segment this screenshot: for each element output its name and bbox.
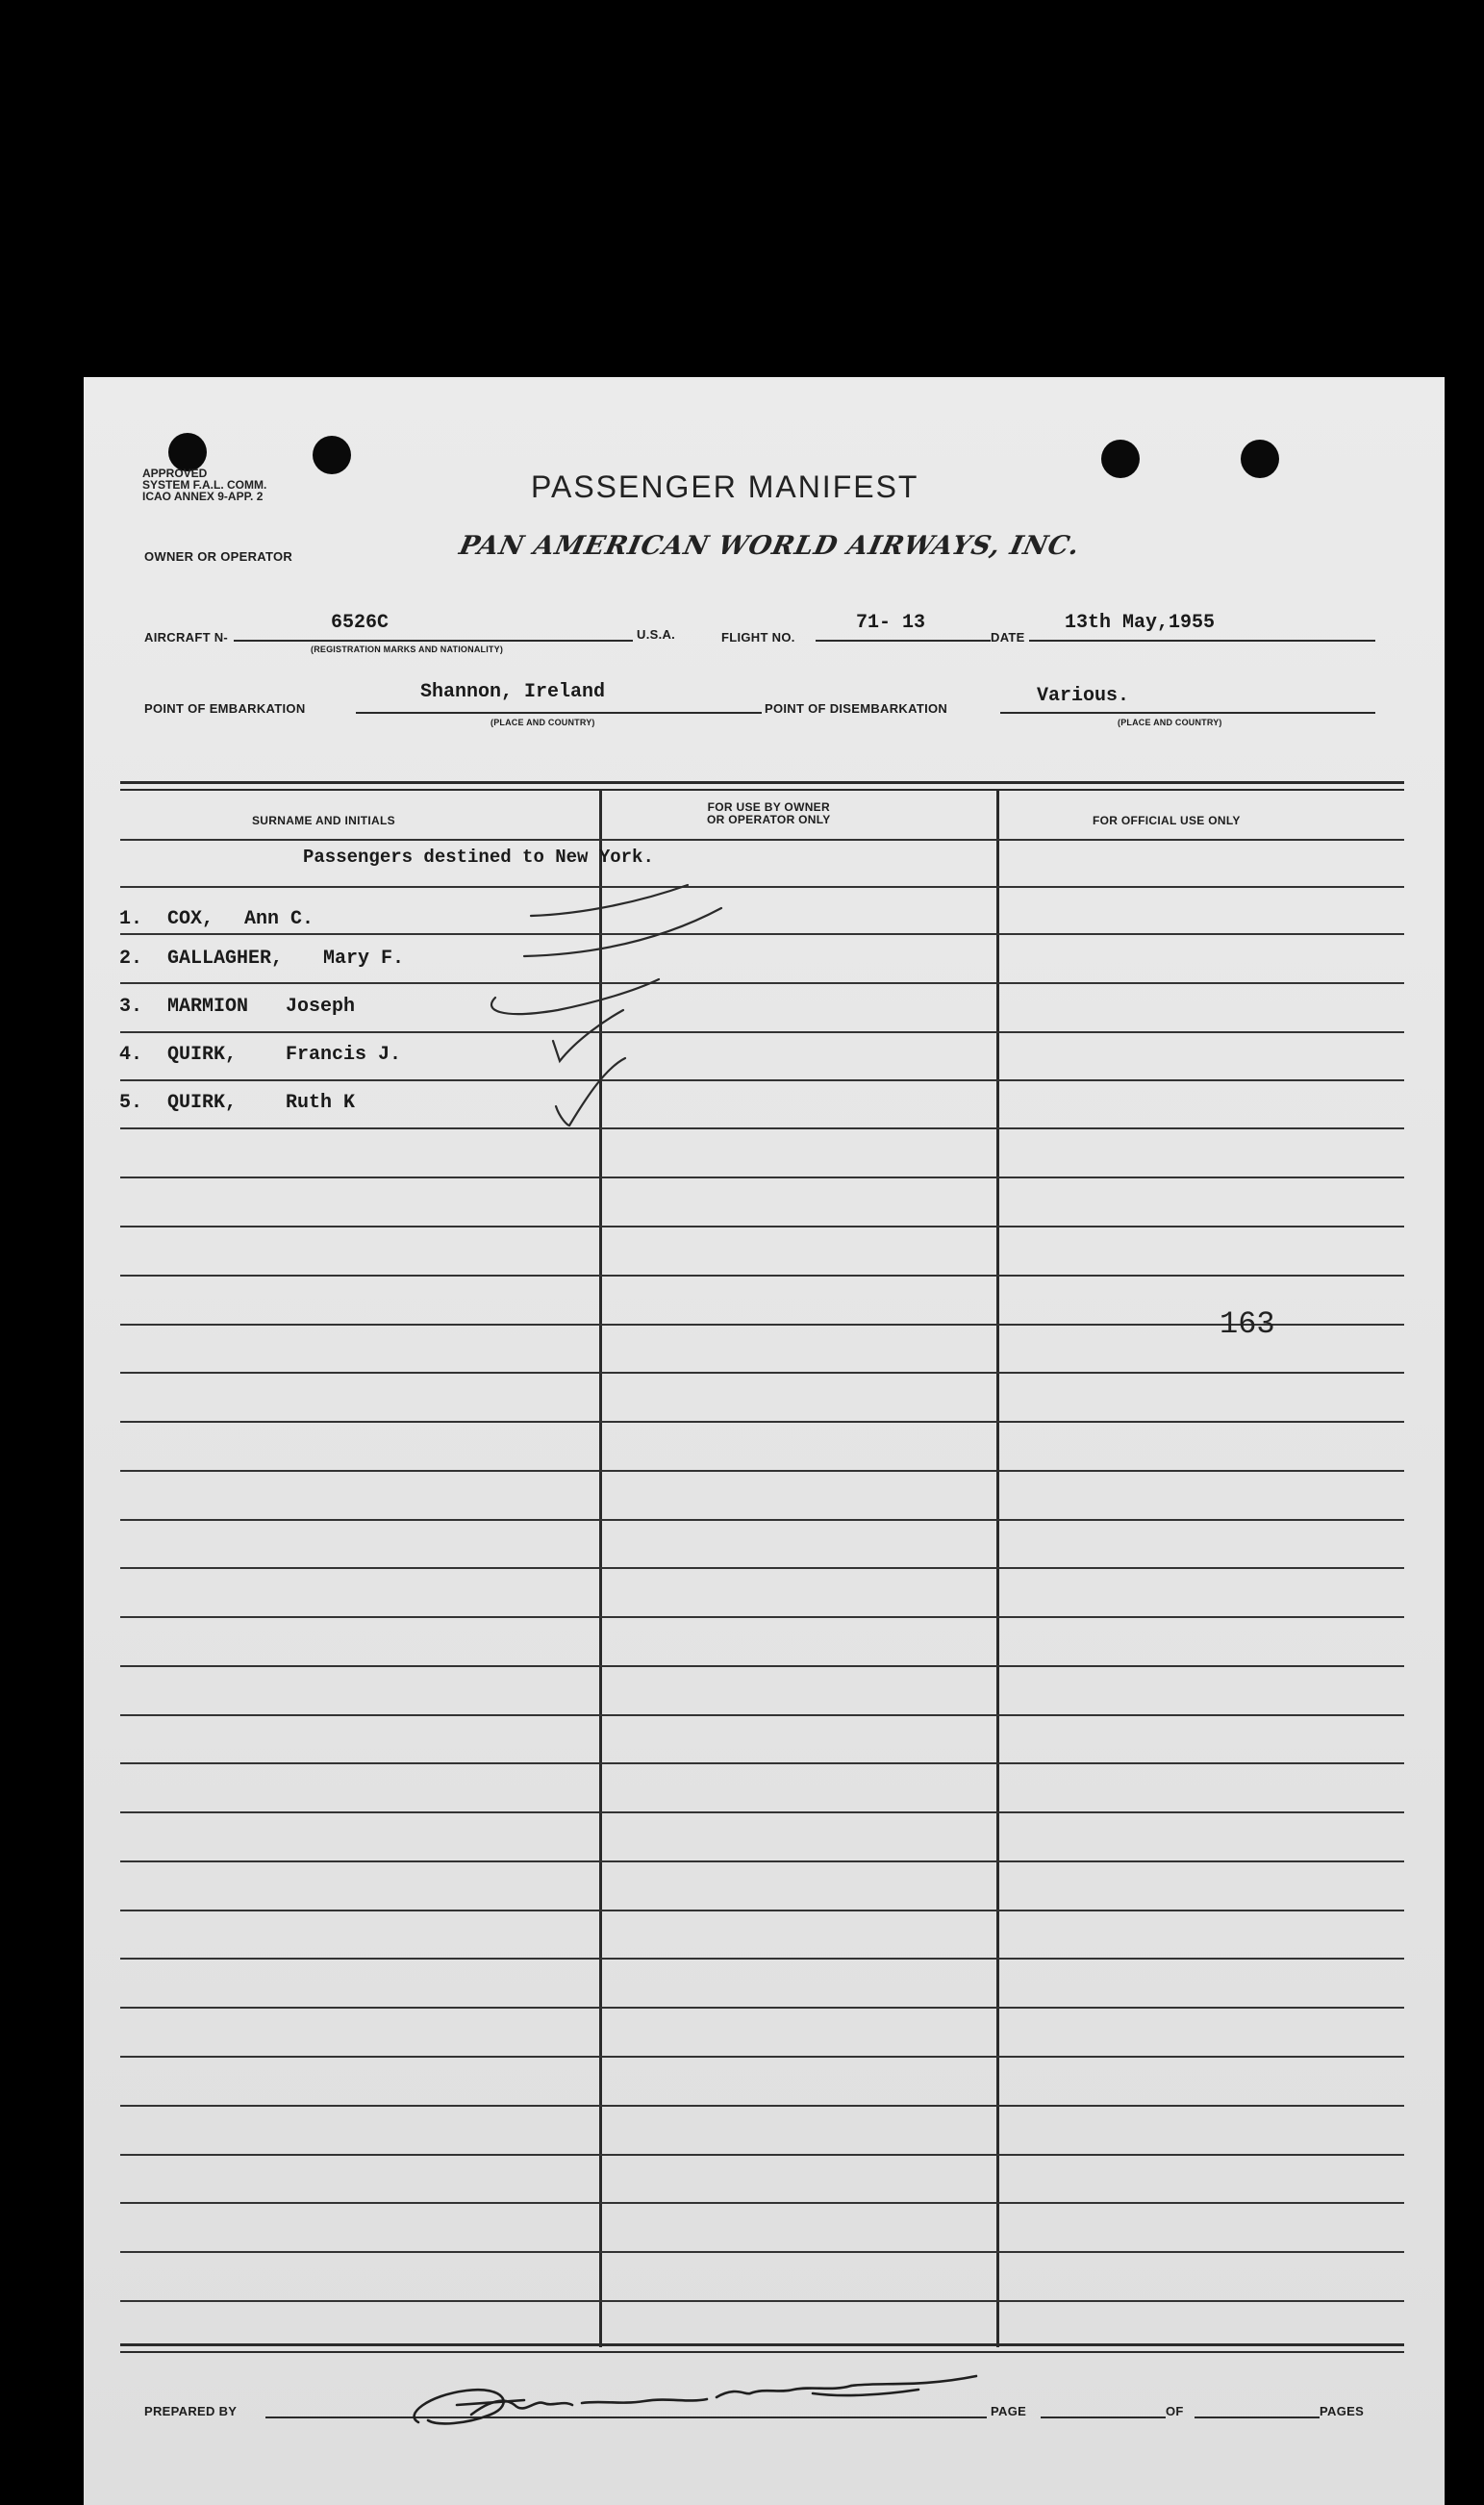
row-rule: [120, 2300, 1404, 2302]
row-rule: [120, 2202, 1404, 2204]
passenger-number: 3.: [119, 996, 143, 1018]
manifest-sheet: [84, 377, 1445, 2505]
passenger-number: 2.: [119, 948, 143, 970]
punch-hole: [1101, 440, 1140, 478]
owner-label: OWNER OR OPERATOR: [144, 549, 293, 564]
row-rule: [120, 933, 1404, 935]
of-label: OF: [1166, 2404, 1184, 2418]
col-header-surname: SURNAME AND INITIALS: [252, 814, 395, 827]
row-rule: [120, 982, 1404, 984]
passenger-row: [119, 996, 355, 1018]
row-rule: [120, 1324, 1404, 1326]
row-rule: [120, 1079, 1404, 1081]
row-rule: [120, 1910, 1404, 1911]
aircraft-label: AIRCRAFT N-: [144, 630, 229, 645]
registration-caption: (REGISTRATION MARKS AND NATIONALITY): [311, 645, 504, 654]
col-header-owner-line1: FOR USE BY OWNER: [707, 800, 830, 814]
passenger-number: 5.: [119, 1092, 143, 1114]
passenger-surname: COX,: [167, 908, 214, 930]
flight-value: 71- 13: [856, 612, 926, 634]
row-rule: [120, 1177, 1404, 1178]
row-rule: [120, 1567, 1404, 1569]
of-rule: [1195, 2416, 1320, 2418]
disembarkation-caption: (PLACE AND COUNTRY): [1118, 718, 1222, 727]
passenger-row: [119, 908, 314, 930]
punch-hole: [313, 436, 351, 474]
passenger-number: 4.: [119, 1044, 143, 1066]
passenger-surname: MARMION: [167, 996, 249, 1018]
destination-note: Passengers destined to New York.: [303, 847, 654, 868]
check-mark: [556, 1058, 625, 1126]
disembarkation-label: POINT OF DISEMBARKATION: [765, 701, 948, 716]
row-rule: [120, 2154, 1404, 2156]
embarkation-value: Shannon, Ireland: [420, 681, 606, 703]
approval-line: SYSTEM F.A.L. COMM.: [142, 478, 267, 492]
aircraft-rule: [234, 640, 633, 642]
check-mark: [491, 979, 659, 1014]
check-mark: [553, 1010, 623, 1061]
passenger-row: [119, 1044, 401, 1066]
approval-block: [142, 468, 266, 502]
row-rule: [120, 1762, 1404, 1764]
passenger-surname: GALLAGHER,: [167, 948, 284, 970]
row-rule: [120, 1616, 1404, 1618]
row-rule: [120, 1275, 1404, 1277]
page-rule: [1041, 2416, 1166, 2418]
passenger-surname: QUIRK,: [167, 1092, 238, 1114]
row-rule: [120, 1226, 1404, 1227]
approval-line: ICAO ANNEX 9-APP. 2: [142, 490, 264, 503]
passenger-given: Ann C.: [244, 908, 314, 930]
pages-label: PAGES: [1320, 2404, 1365, 2418]
row-rule: [120, 886, 1404, 888]
passenger-given: Francis J.: [286, 1044, 402, 1066]
page-title: PASSENGER MANIFEST: [531, 469, 919, 504]
col-header-owner-line2: OR OPERATOR ONLY: [707, 813, 831, 826]
aircraft-value: 6526C: [331, 612, 390, 634]
embarkation-caption: (PLACE AND COUNTRY): [490, 718, 595, 727]
date-value: 13th May,1955: [1065, 612, 1216, 634]
embarkation-rule: [356, 712, 762, 714]
row-rule: [120, 1372, 1404, 1374]
passenger-row: [119, 948, 404, 970]
airline-name: PAN AMERICAN WORLD AIRWAYS, INC.: [456, 531, 1083, 561]
col-header-official: FOR OFFICIAL USE ONLY: [1093, 814, 1241, 827]
passenger-surname: QUIRK,: [167, 1044, 238, 1066]
date-label: DATE: [991, 630, 1025, 645]
date-rule: [1029, 640, 1375, 642]
signature: [399, 2347, 995, 2443]
row-rule: [120, 2007, 1404, 2009]
table-top-rule: [120, 781, 1404, 784]
table-top-rule: [120, 789, 1404, 791]
passenger-number: 1.: [119, 908, 143, 930]
prepared-label: PREPARED BY: [144, 2404, 238, 2418]
country-label: U.S.A.: [637, 627, 676, 642]
header-rule: [120, 839, 1404, 841]
check-marks: [481, 866, 731, 1145]
approval-line: APPROVED: [142, 467, 208, 480]
passenger-row: [119, 1092, 355, 1114]
row-rule: [120, 1519, 1404, 1521]
check-mark: [531, 885, 688, 916]
row-rule: [120, 1470, 1404, 1472]
table-bottom-rule: [120, 2343, 1404, 2346]
row-rule: [120, 1421, 1404, 1423]
passenger-given: Mary F.: [323, 948, 405, 970]
flight-rule: [816, 640, 991, 642]
row-rule: [120, 1031, 1404, 1033]
row-rule: [120, 2105, 1404, 2107]
passenger-given: Ruth K: [286, 1092, 356, 1114]
embarkation-label: POINT OF EMBARKATION: [144, 701, 306, 716]
row-rule: [120, 1811, 1404, 1813]
row-rule: [120, 2251, 1404, 2253]
official-number: 163: [1220, 1306, 1275, 1342]
col-header-owner: [707, 801, 831, 826]
row-rule: [120, 2056, 1404, 2058]
row-rule: [120, 1958, 1404, 1960]
punch-hole: [1241, 440, 1279, 478]
flight-label: FLIGHT NO.: [721, 630, 795, 645]
row-rule: [120, 1860, 1404, 1862]
row-rule: [120, 1665, 1404, 1667]
disembarkation-value: Various.: [1037, 685, 1130, 707]
page-label: PAGE: [991, 2404, 1027, 2418]
row-rule: [120, 1127, 1404, 1129]
punch-hole: [168, 433, 207, 471]
passenger-given: Joseph: [286, 996, 356, 1018]
row-rule: [120, 1714, 1404, 1716]
disembarkation-rule: [1000, 712, 1375, 714]
